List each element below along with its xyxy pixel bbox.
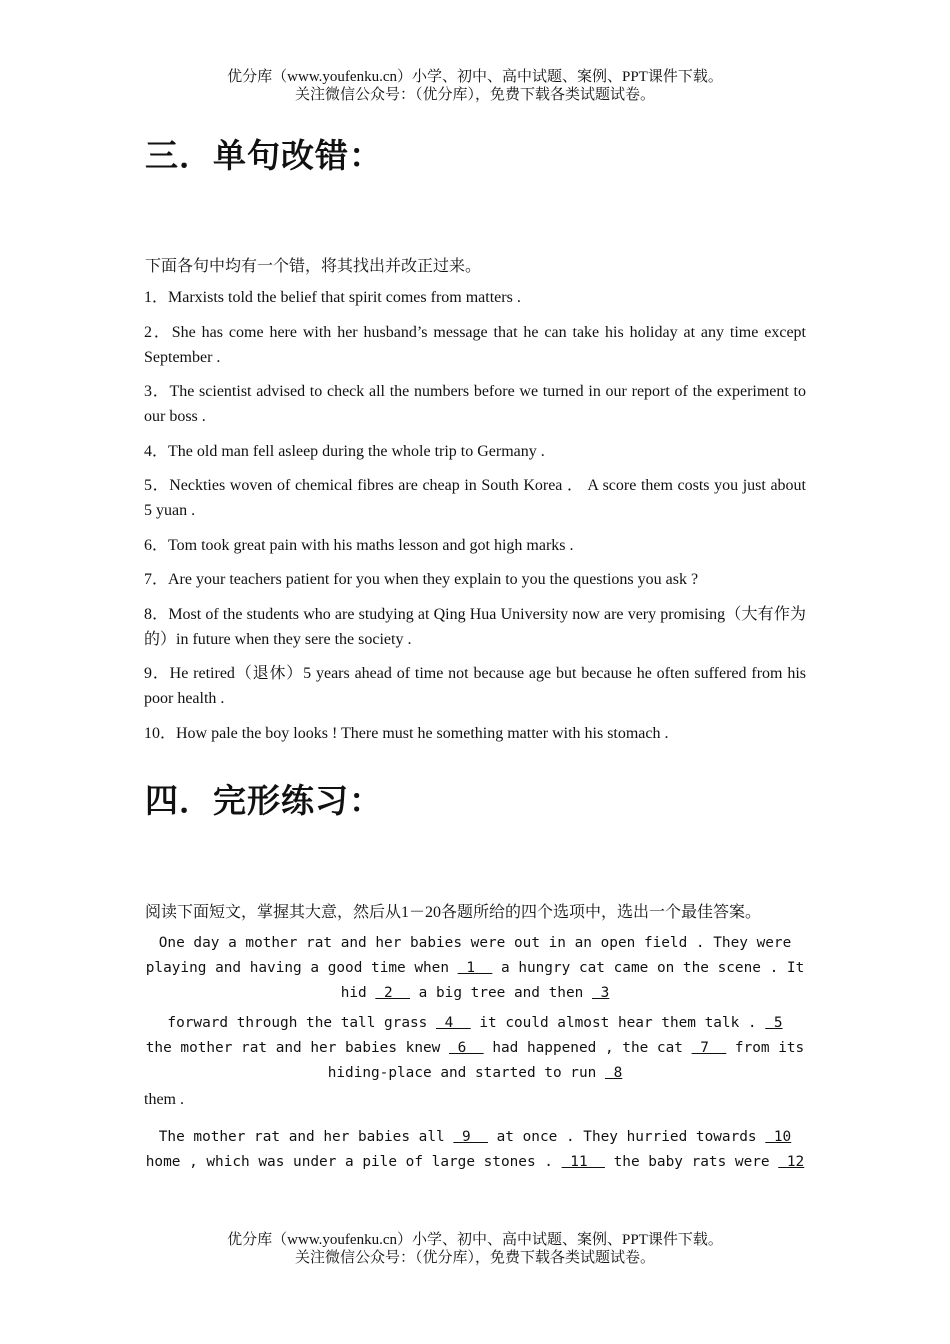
cloze-blank-11[interactable]: 11 bbox=[561, 1154, 605, 1170]
cloze-line bbox=[144, 981, 806, 1006]
cloze-text: hid bbox=[340, 985, 376, 1001]
sentence-item: 5．Neckties woven of chemical fibres are cheap in South Korea ． A score them costs you just about 5 yuan . bbox=[144, 477, 806, 519]
page-header bbox=[0, 68, 950, 104]
cloze-continuation: them . bbox=[144, 1091, 184, 1108]
cloze-blank-1[interactable]: 1 bbox=[457, 960, 493, 976]
footer-line-2: 关注微信公众号：（优分库），免费下载各类试题试卷。 bbox=[294, 1250, 655, 1266]
sentence-item: 2．She has come here with her husband’s message that he can take his holiday at any time except September . bbox=[144, 323, 807, 366]
sentence-item: 3．The scientist advised to check all the numbers before we turned in our report of the experiment to our boss . bbox=[144, 383, 807, 425]
sentence-item: 9．He retired（退休）5 years ahead of time not because age but because he often suffered from his poor health . bbox=[144, 665, 806, 707]
sentence-item: 8．Most of the students who are studying at Qing Hua University now are very promising（大有作为的）in future when they sere the society . bbox=[144, 605, 806, 648]
cloze-text: home , which was under a pile of large stones . bbox=[145, 1154, 562, 1170]
cloze-text: playing and having a good time when bbox=[145, 960, 458, 976]
cloze-blank-5[interactable]: 5 bbox=[765, 1015, 783, 1031]
cloze-blank-4[interactable]: 4 bbox=[436, 1015, 471, 1031]
cloze-text: The mother rat and her babies all bbox=[158, 1129, 454, 1145]
cloze-text: had happened , the cat bbox=[483, 1040, 692, 1056]
cloze-paragraph-3 bbox=[144, 1125, 806, 1175]
sentence-item: 10．How pale the boy looks ! There must he something matter with his stomach . bbox=[144, 724, 669, 742]
cloze-text: a big tree and then bbox=[410, 985, 592, 1001]
sentence-item: 6．Tom took great pain with his maths lesson and got high marks . bbox=[144, 536, 574, 554]
page-footer bbox=[0, 1231, 950, 1267]
cloze-line bbox=[144, 956, 806, 981]
cloze-text: from its bbox=[726, 1040, 805, 1056]
cloze-blank-6[interactable]: 6 bbox=[449, 1040, 484, 1056]
footer-line-1: 优分库（www.youfenku.cn）小学、初中、高中试题、案例、PPT课件下载。 bbox=[227, 1232, 723, 1248]
cloze-line bbox=[144, 1036, 806, 1061]
section-3-instruction: 下面各句中均有一个错，将其找出并改正过来。 bbox=[145, 258, 482, 275]
header-line-2: 关注微信公众号：（优分库），免费下载各类试题试卷。 bbox=[294, 87, 655, 103]
cloze-blank-12[interactable]: 12 bbox=[778, 1154, 805, 1170]
sentence-item: 7．Are your teachers patient for you when they explain to you the questions you ask ? bbox=[144, 571, 699, 588]
cloze-blank-3[interactable]: 3 bbox=[591, 985, 610, 1001]
header-line-1: 优分库（www.youfenku.cn）小学、初中、高中试题、案例、PPT课件下载。 bbox=[227, 69, 723, 85]
cloze-blank-8[interactable]: 8 bbox=[604, 1065, 623, 1081]
cloze-line bbox=[144, 1150, 806, 1175]
cloze-text: forward through the tall grass bbox=[167, 1015, 437, 1031]
cloze-line bbox=[144, 1011, 806, 1036]
cloze-paragraph-2 bbox=[144, 1011, 806, 1086]
cloze-blank-9[interactable]: 9 bbox=[453, 1129, 488, 1145]
cloze-paragraph-1 bbox=[144, 931, 806, 1006]
cloze-text: hiding-place and started to run bbox=[327, 1065, 605, 1081]
cloze-blank-7[interactable]: 7 bbox=[691, 1040, 727, 1056]
cloze-text: the mother rat and her babies knew bbox=[145, 1040, 449, 1056]
cloze-text: the baby rats were bbox=[604, 1154, 779, 1170]
section-3-title: 三．单句改错： bbox=[145, 136, 383, 175]
cloze-line bbox=[144, 1125, 806, 1150]
cloze-blank-2[interactable]: 2 bbox=[375, 985, 411, 1001]
cloze-text: a hungry cat came on the scene . It bbox=[492, 960, 805, 976]
cloze-text: at once . They hurried towards bbox=[487, 1129, 766, 1145]
section-4-title: 四．完形练习： bbox=[145, 781, 383, 820]
sentence-item: 1．Marxists told the belief that spirit comes from matters . bbox=[144, 289, 521, 306]
cloze-line bbox=[144, 1061, 806, 1086]
cloze-blank-10[interactable]: 10 bbox=[765, 1129, 792, 1145]
error-correction-list bbox=[144, 285, 806, 755]
cloze-text: it could almost hear them talk . bbox=[470, 1015, 766, 1031]
cloze-line: One day a mother rat and her babies were out in an open field . They were bbox=[158, 935, 792, 951]
sentence-item: 4．The old man fell asleep during the whole trip to Germany . bbox=[144, 442, 545, 460]
section-4-instruction: 阅读下面短文，掌握其大意，然后从1－20各题所给的四个选项中，选出一个最佳答案。 bbox=[145, 904, 762, 921]
